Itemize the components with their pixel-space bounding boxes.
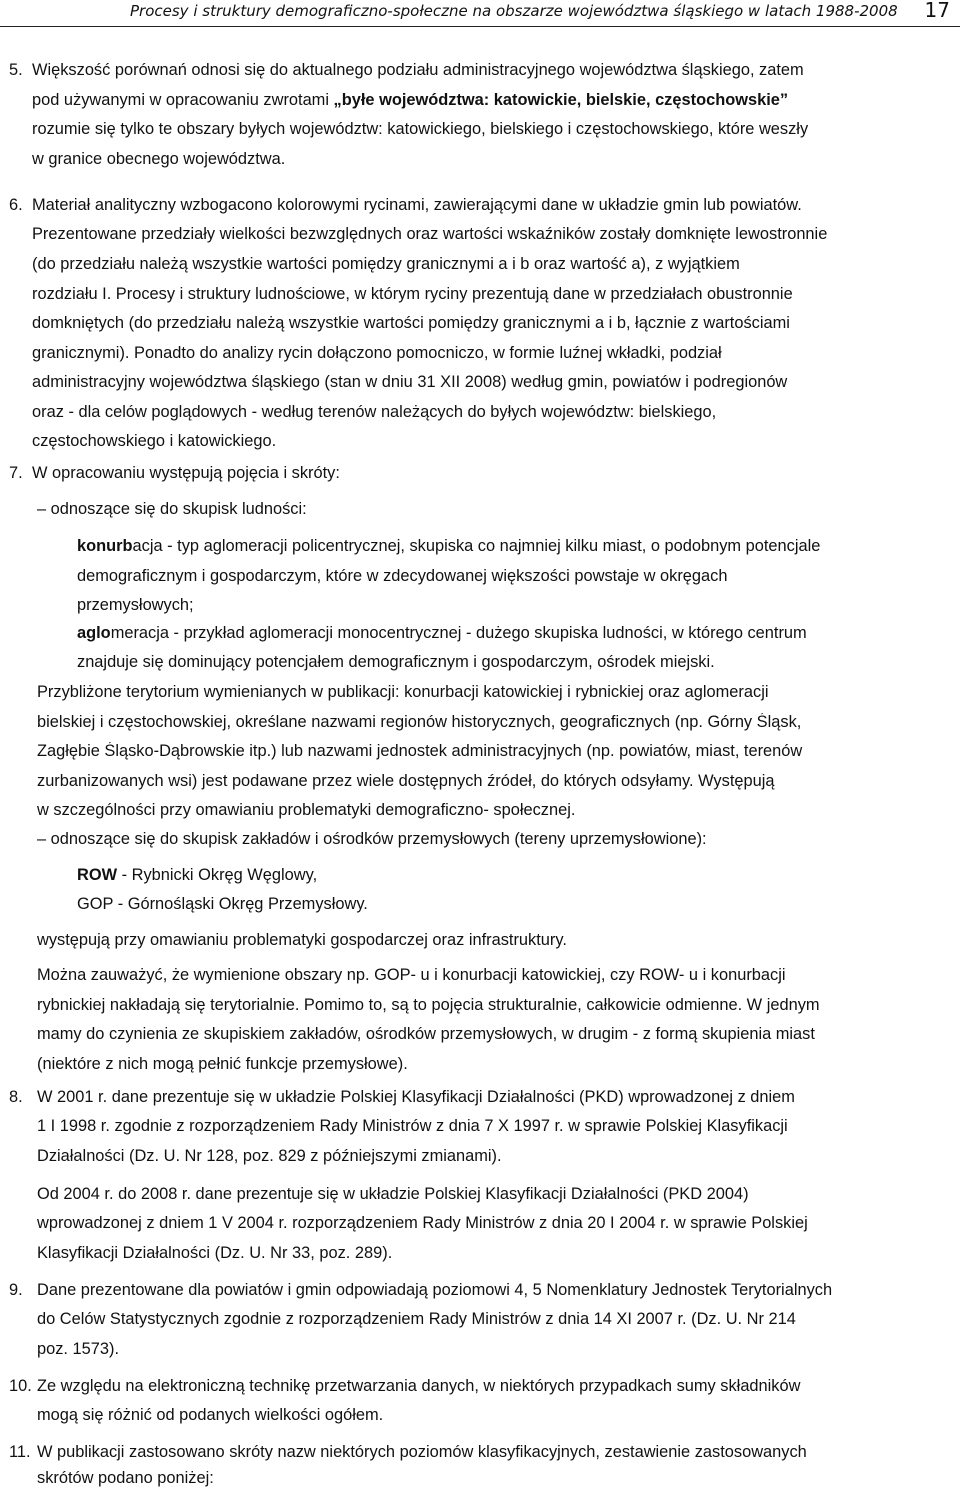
text-line: rozdziału I. Procesy i struktury ludnościowe, w którym ryciny prezentują dane w przedziałach obustronnie bbox=[32, 285, 793, 303]
text-line: granicznymi). Ponadto do analizy rycin dołączono pomocniczo, w formie luźnej wkładki, podział bbox=[32, 344, 722, 362]
text-line: W 2001 r. dane prezentuje się w układzie Polskiej Klasyfikacji Działalności (PKD) wprowadzonej z dniem bbox=[37, 1088, 795, 1106]
text-line: bielskiej i częstochowskiej, określane nazwami regionów historycznych, geograficznych (np. Górny Śląsk, bbox=[37, 713, 802, 731]
text-line: rozumie się tylko te obszary byłych województw: katowickiego, bielskiego i częstochowskiego, które weszły bbox=[32, 120, 809, 138]
text-line: występują przy omawianiu problematyki gospodarczej oraz infrastruktury. bbox=[37, 931, 567, 949]
text-line: Można zauważyć, że wymienione obszary np. GOP- u i konurbacji katowickiej, czy ROW- u i konurbacji bbox=[37, 966, 786, 984]
definition-konurbacja: konurbacja - typ aglomeracji policentrycznej, skupiska co najmniej kilku miast, o podobnym potencjale bbox=[77, 537, 821, 555]
text-line: wprowadzonej z dniem 1 V 2004 r. rozporządzeniem Rady Ministrów z dnia 20 I 2004 r. w sprawie Polskiej bbox=[37, 1214, 808, 1232]
text-line: Prezentowane przedziały wielkości bezwzględnych oraz wartości wskaźników zostały domknięte lewostronnie bbox=[32, 225, 828, 243]
text-line: poz. 1573). bbox=[37, 1340, 120, 1358]
text-line: Od 2004 r. do 2008 r. dane prezentuje się w układzie Polskiej Klasyfikacji Działalności (PKD 2004) bbox=[37, 1185, 749, 1203]
abbrev-row: ROW - Rybnicki Okręg Węglowy, bbox=[77, 866, 318, 884]
item-number: 6. bbox=[9, 196, 23, 214]
text-line: 1 I 1998 r. zgodnie z rozporządzeniem Rady Ministrów z dnia 7 X 1997 r. w sprawie Polskiej Klasyfikacji bbox=[37, 1117, 788, 1135]
text-line: domkniętych (do przedziału należą wszystkie wartości pomiędzy granicznymi a i b, łącznie z wartościami bbox=[32, 314, 790, 332]
dash-heading: – odnoszące się do skupisk zakładów i ośrodków przemysłowych (tereny uprzemysłowione): bbox=[37, 830, 707, 848]
text-line: do Celów Statystycznych zgodnie z rozporządzeniem Rady Ministrów z dnia 14 XI 2007 r. (Dz. U. Nr 214 bbox=[37, 1310, 796, 1328]
text-line: W publikacji zastosowano skróty nazw niektórych poziomów klasyfikacyjnych, zestawienie zastosowanych bbox=[37, 1443, 807, 1461]
text-line: znajduje się dominujący potencjałem demograficznym i gospodarczym, ośrodek miejski. bbox=[77, 653, 715, 671]
text-line: Zagłębie Śląsko-Dąbrowskie itp.) lub nazwami jednostek administracyjnych (np. powiatów, miast, terenów bbox=[37, 742, 803, 760]
text-line: Klasyfikacji Działalności (Dz. U. Nr 33, poz. 289). bbox=[37, 1244, 393, 1262]
text-line: rybnickiej nakładają się terytorialnie. Pomimo to, są to pojęcia strukturalnie, całkowicie odmienne. W jednym bbox=[37, 996, 820, 1014]
text-line: pod używanymi w opracowaniu zwrotami „byłe województwa: katowickie, bielskie, częstochowskie” bbox=[32, 91, 789, 109]
item-number: 5. bbox=[9, 61, 23, 79]
text-line: (do przedziału należą wszystkie wartości pomiędzy granicznymi a i b oraz wartość a), z wyjątkiem bbox=[32, 255, 740, 273]
text-line: Materiał analityczny wzbogacono kolorowymi rycinami, zawierającymi dane w układzie gmin lub powiatów. bbox=[32, 196, 802, 214]
text-line: w granice obecnego województwa. bbox=[32, 150, 286, 168]
text-line: Dane prezentowane dla powiatów i gmin odpowiadają poziomowi 4, 5 Nomenklatury Jednostek Terytorialnych bbox=[37, 1281, 833, 1299]
text-line: zurbanizowanych wsi) jest podawane przez wiele dostępnych źródeł, do których odsyłamy. Występują bbox=[37, 772, 775, 790]
item-number: 8. bbox=[9, 1088, 23, 1106]
text-line: W opracowaniu występują pojęcia i skróty: bbox=[32, 464, 340, 482]
text-line: (niektóre z nich mogą pełnić funkcje przemysłowe). bbox=[37, 1055, 408, 1073]
text-line: Działalności (Dz. U. Nr 128, poz. 829 z późniejszymi zmianami). bbox=[37, 1147, 502, 1165]
running-header-title: Procesy i struktury demograficzno-społeczne na obszarze województwa śląskiego w latach 1988-2008 bbox=[130, 2, 898, 20]
text-line: częstochowskiego i katowickiego. bbox=[32, 432, 277, 450]
item-number: 11. bbox=[9, 1443, 31, 1461]
text-line: w szczególności przy omawianiu problematyki demograficzno- społecznej. bbox=[37, 801, 576, 819]
text-line: skrótów podano poniżej: bbox=[37, 1469, 214, 1487]
running-header bbox=[0, 0, 960, 27]
item-number: 9. bbox=[9, 1281, 23, 1299]
definition-aglomeracja: aglomeracja - przykład aglomeracji monocentrycznej - dużego skupiska ludności, w którego centrum bbox=[77, 624, 807, 642]
item-number: 10. bbox=[9, 1377, 32, 1395]
text-line: oraz - dla celów poglądowych - według terenów należących do byłych województw: bielskiego, bbox=[32, 403, 717, 421]
abbrev-gop: GOP - Górnośląski Okręg Przemysłowy. bbox=[77, 895, 368, 913]
text-line: Przybliżone terytorium wymienianych w publikacji: konurbacji katowickiej i rybnickiej oraz aglomeracji bbox=[37, 683, 769, 701]
page-number: 17 bbox=[924, 0, 950, 22]
text-line: Większość porównań odnosi się do aktualnego podziału administracyjnego województwa śląskiego, zatem bbox=[32, 61, 804, 79]
text-line: administracyjny województwa śląskiego (stan w dniu 31 XII 2008) według gmin, powiatów i podregionów bbox=[32, 373, 788, 391]
text-line: demograficznym i gospodarczym, które w zdecydowanej większości powstaje w okręgach bbox=[77, 567, 728, 585]
text-line: mogą się różnić od podanych wielkości ogółem. bbox=[37, 1406, 384, 1424]
dash-heading: – odnoszące się do skupisk ludności: bbox=[37, 500, 307, 518]
item-number: 7. bbox=[9, 464, 23, 482]
text-line: przemysłowych; bbox=[77, 596, 194, 614]
text-line: mamy do czynienia ze skupiskiem zakładów, ośrodków przemysłowych, w drugim - z formą skupienia miast bbox=[37, 1025, 815, 1043]
text-line: Ze względu na elektroniczną technikę przetwarzania danych, w niektórych przypadkach sumy składników bbox=[37, 1377, 801, 1395]
